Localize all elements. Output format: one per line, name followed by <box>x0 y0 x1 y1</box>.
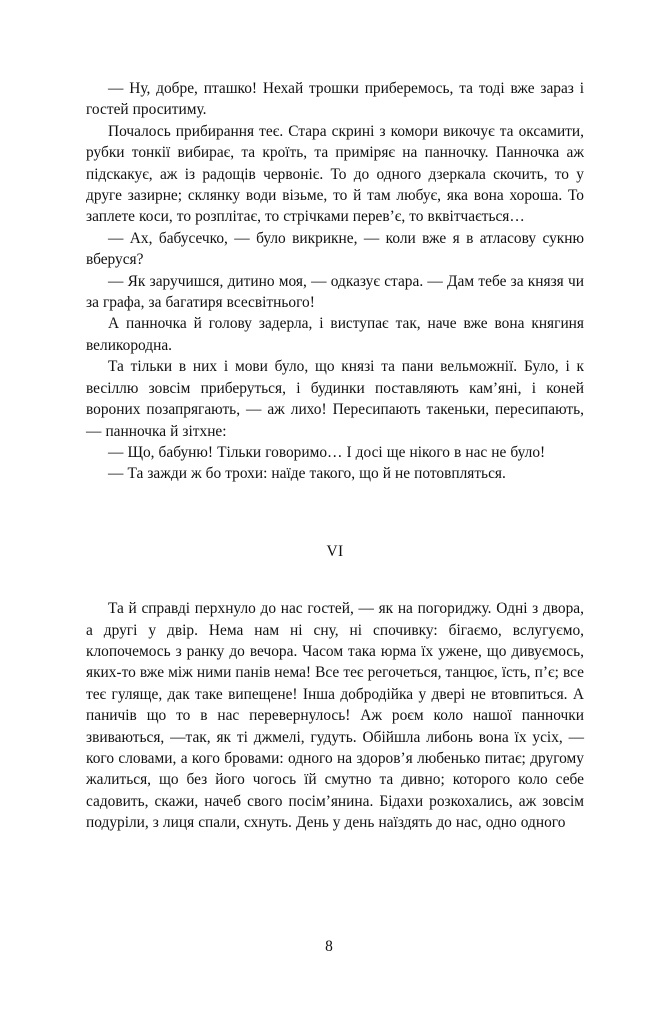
paragraph: Та й справді перхнуло до нас гостей, — як на погориджу. Одні з двора, а другі у двір. Нема нам ні сну, ні спочивку: бігаємо, вслугуємо, клопочемось з ранку до вечора. Часом така юрма їх ужене, що дивуємось, яких-то вже між ними панів нема! Все теє регочеться, танцює, їсть, п’є; все теє гуляще, дак таке випещене! Інша добродійка у двері не втовпиться. А паничів що то в нас перевернулось! Аж роєм коло нашої панночки звиваються, —так, як ті джмелі, гудуть. Обійшла либонь вона їх усіх, — кого словами, а кого бровами: одного на здоров’я любенько питає; другому жалиться, що без його чогось їй смутно та дивно; которого коло себе садовить, скажи, начеб свого посім’янина. Бідахи розкохались, аж зовсім подуріли, з лиця спали, схнуть. День у день наїздять до нас, одно одного <box>86 600 584 832</box>
paragraph: Та тільки в них і мови було, що князі та пани вельможнії. Було, і к весіллю зовсім приберуться, і будинки поставляють кам’яні, і коней вороних позапрягають, — аж лихо! Пересипають такеньки, пересипають, — панночка й зітхне: <box>86 358 584 440</box>
paragraph: — Ах, бабусечко, — було викрикне, — коли вже я в атласову сукню вберуся? <box>86 229 584 269</box>
paragraph: — Та зажди ж бо трохи: наїде такого, що й не потовпляться. <box>108 465 506 483</box>
text-column <box>86 78 584 834</box>
page-number: 8 <box>325 938 333 955</box>
paragraph: — Як заручишся, дитино моя, — одказує стара. — Дам тебе за князя чи за графа, за багатиря всесвітнього! <box>86 272 584 312</box>
heading-spacer-above <box>86 485 584 541</box>
paragraph: — Що, бабуню! Тільки говоримо… І досі ще нікого в нас не було! <box>108 443 546 461</box>
paragraph: — Ну, добре, пташко! Нехай трошки приберемось, та тоді вже зараз і гостей проситиму. <box>86 80 584 119</box>
paragraph: А панночка й голову задерла, і виступає так, наче вже вона княгиня великородна. <box>86 315 584 354</box>
heading-spacer-below <box>86 562 584 598</box>
paragraph: Почалось прибирання теє. Стара скрині з комори викочує та оксамити, рубки тонкії вибирає, та кроїть, та приміряє на панночку. Панночка аж підскакує, аж із радощів червоніє. То до одного дзеркала скочить, то у друге зазирне; склянку води візьме, то й там любує, яка вона хороша. То заплете коси, то розплітає, то стрічками перев’є, то вквітчається… <box>86 122 584 226</box>
chapter-heading: VI <box>326 542 344 560</box>
